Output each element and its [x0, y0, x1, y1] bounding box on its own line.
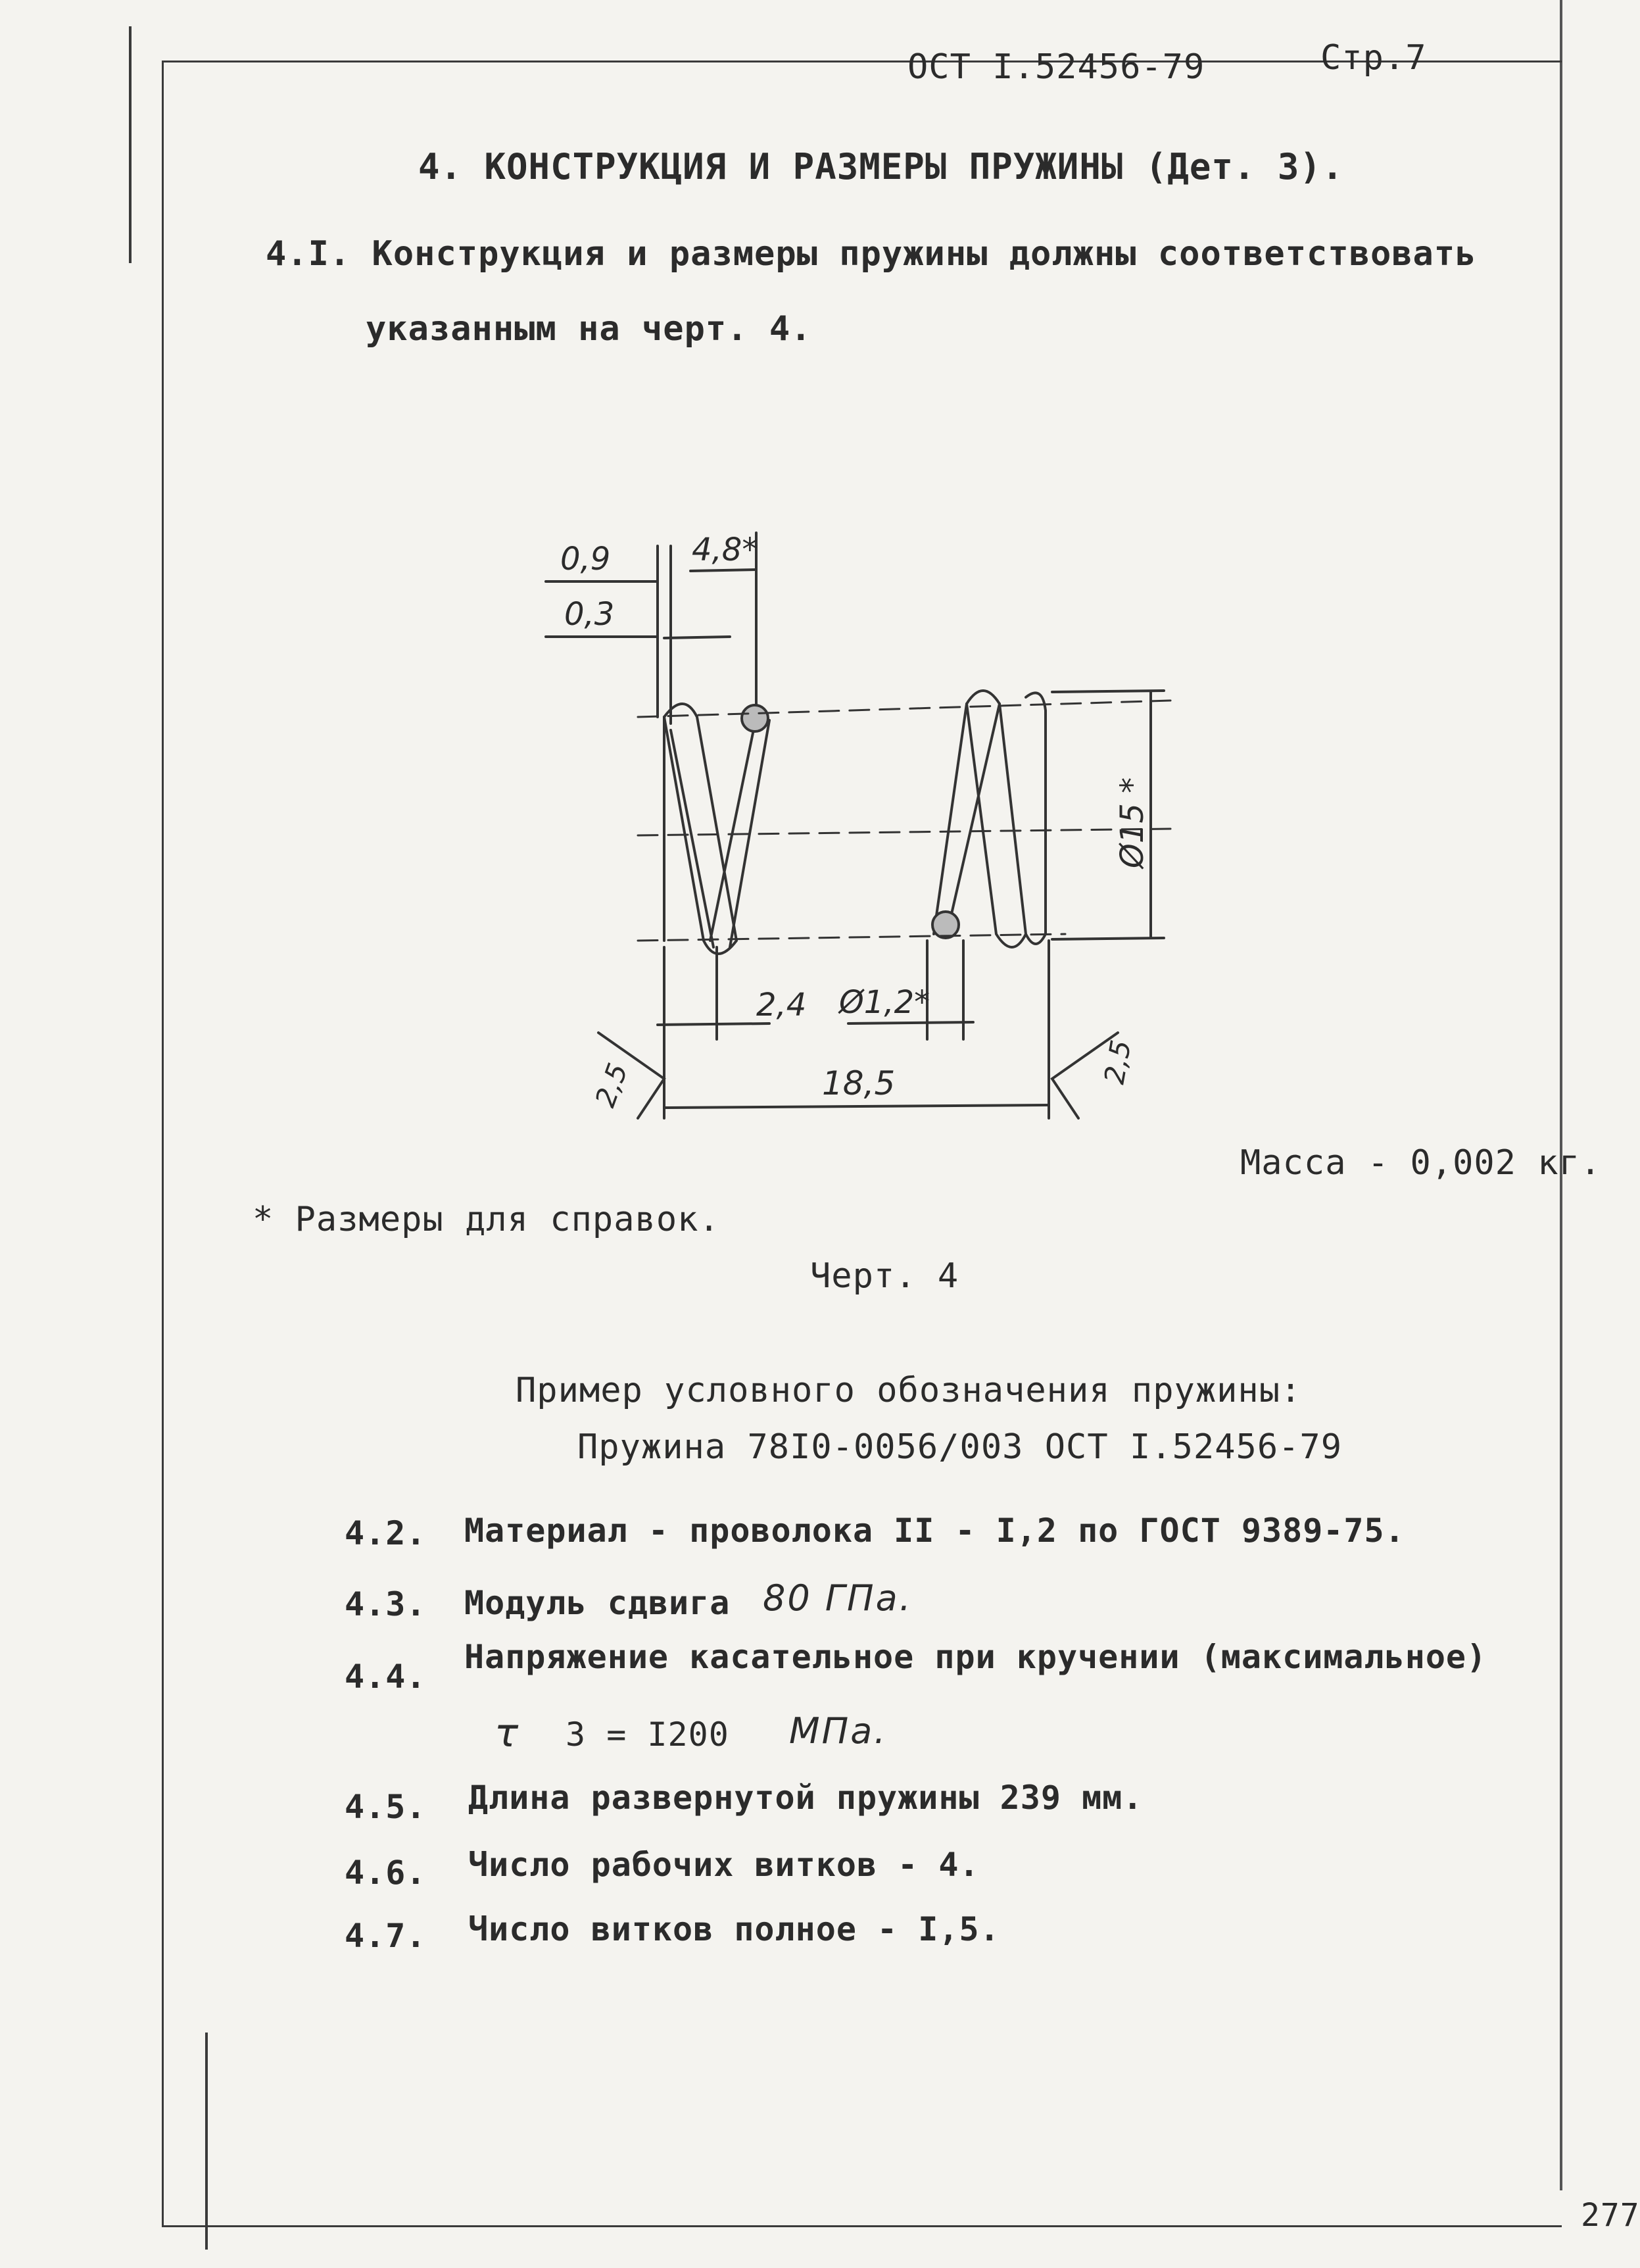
dim-line	[664, 1105, 1049, 1108]
item-4-4-text: Напряжение касательное при кручении (максимальное)	[464, 1638, 1487, 1676]
spring-coil-right-outer	[1026, 693, 1046, 944]
section-title: 4. КОНСТРУКЦИЯ И РАЗМЕРЫ ПРУЖИНЫ (Дет. 3).	[418, 146, 1344, 187]
spring-coil-right	[967, 691, 1026, 947]
example-designation: Пружина 78I0-0056/003 ОСТ I.52456-79	[577, 1427, 1343, 1467]
item-number: 4.5.	[345, 1788, 427, 1826]
item-number: 4.4.	[345, 1658, 427, 1696]
dimension-diameter-15: Ø15 *	[1114, 777, 1151, 868]
item-4-4-handwritten-unit: МПа.	[789, 1710, 888, 1752]
center-line	[638, 701, 1170, 717]
example-label: Пример условного обозначения пружины:	[516, 1371, 1302, 1410]
roughness-right-value: 2,5	[1097, 1037, 1138, 1087]
item-number: 4.3.	[345, 1585, 427, 1623]
page-number: Стр.7	[1320, 38, 1427, 78]
item-4-6-text: Число рабочих витков - 4.	[468, 1846, 980, 1884]
paragraph-4-1-line2: указанным на черт. 4.	[366, 309, 812, 349]
item-number: 4.6.	[345, 1854, 427, 1892]
dim-line	[690, 570, 756, 571]
item-4-5-text: Длина развернутой пружины 239 мм.	[468, 1779, 1144, 1817]
paragraph-4-1-line1: 4.I. Конструкция и размеры пружины должны соответствовать	[266, 234, 1477, 274]
dimension-18-5: 18,5	[822, 1064, 896, 1102]
wire-section-top	[742, 705, 768, 731]
document-code: ОСТ I.52456-79	[907, 47, 1205, 87]
item-4-3-text: Модуль сдвига	[464, 1584, 731, 1622]
footnote: * Размеры для справок.	[253, 1200, 720, 1239]
dimension-0-3: 0,3	[564, 596, 615, 633]
roughness-left-value: 2,5	[589, 1058, 635, 1112]
item-4-4-tau-symbol: τ	[494, 1710, 521, 1756]
dim-line	[664, 637, 730, 638]
dim-line	[1052, 938, 1164, 939]
item-4-4-formula: 3 = I200	[566, 1715, 729, 1754]
dimension-4-8: 4,8*	[692, 531, 758, 568]
dim-line	[848, 1022, 973, 1023]
drawing-caption: Черт. 4	[810, 1256, 959, 1296]
dimension-diameter-1-2: Ø1,2*	[839, 984, 930, 1021]
item-number: 4.7.	[345, 1917, 427, 1955]
dim-line	[1052, 691, 1164, 692]
sheet-number: 277	[1581, 2197, 1640, 2234]
item-4-7-text: Число витков полное - I,5.	[468, 1910, 1000, 1948]
spring-coil-left	[664, 704, 736, 954]
spring-coil-right-diag	[934, 704, 967, 934]
dimension-0-9: 0,9	[560, 541, 611, 578]
item-number: 4.2.	[345, 1514, 427, 1552]
dimension-2-4: 2,4	[756, 987, 807, 1023]
dim-line	[658, 1023, 769, 1025]
spring-coil-left-inner	[671, 730, 713, 947]
item-4-2-text: Материал - проволока II - I,2 по ГОСТ 9389-75.	[464, 1512, 1405, 1550]
wire-section-bottom	[932, 912, 959, 938]
mass-label: Масса - 0,002 кг.	[1240, 1143, 1602, 1183]
item-4-3-handwritten-value: 80 ГПа.	[763, 1577, 913, 1619]
